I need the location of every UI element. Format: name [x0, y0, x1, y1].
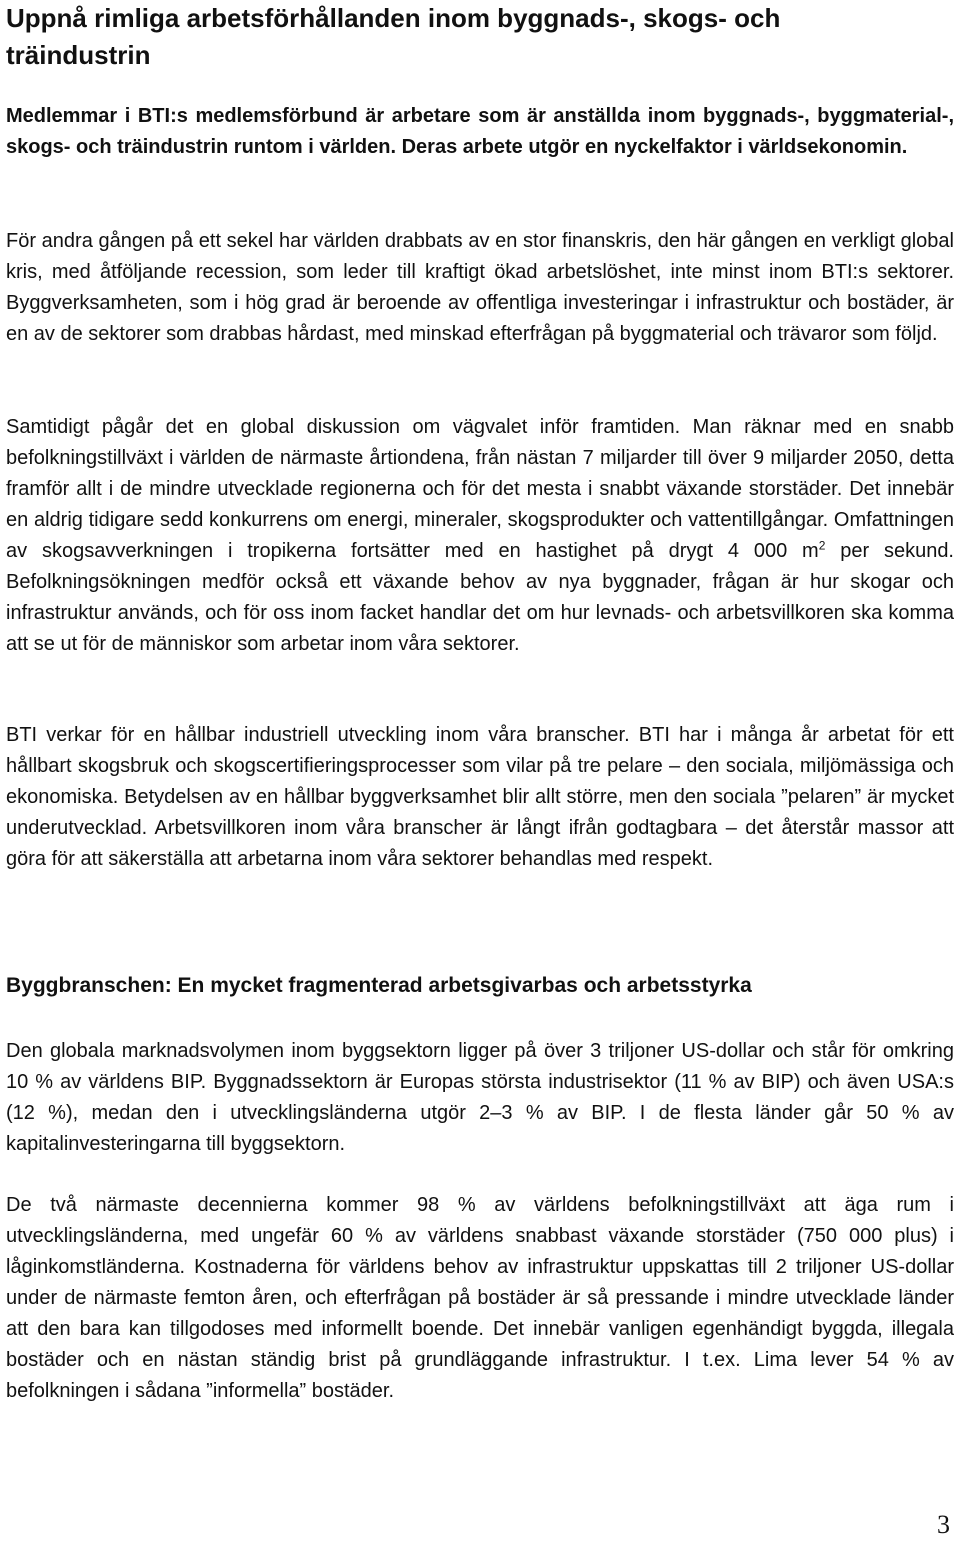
page-number: 3	[937, 1510, 950, 1539]
superscript: 2	[818, 538, 826, 553]
paragraph-global-discussion	[6, 412, 954, 660]
paragraph-population-growth: De två närmaste decennierna kommer 98 % av världens befolkningstillväxt att äga rum i utvecklingsländerna, med ungefär 60 % av världens snabbast växande storstäder (750 000 plus) i låginkomstländerna. Kostnaderna för världens behov av infrastruktur uppskattas till 2 triljoner US-dollar under de närmaste femton åren, och efterfrågan på bostäder är så pressande i mindre utvecklade länder att den bara kan tillgodoses med informellt boende. Det innebär vanligen egenhändigt byggda, illegala bostäder och en nästan ständig brist på grundläggande infrastruktur. I t.ex. Lima lever 54 % av befolkningen i sådana ”informella” bostäder.	[6, 1194, 954, 1402]
document-title: Uppnå rimliga arbetsförhållanden inom byggnads-, skogs- och träindustrin	[6, 3, 781, 70]
paragraph-finance-crisis: För andra gången på ett sekel har världen drabbats av en stor finanskris, den här gången en verkligt global kris, med åtföljande recession, som leder till kraftigt ökad arbetslöshet, inte minst inom BTI:s sektorer. Byggverksamheten, som i hög grad är beroende av offentliga investeringar i infrastruktur och bostäder, är en av de sektorer som drabbas hårdast, med minskad efterfrågan på byggmaterial och trävaror som följd.	[6, 230, 954, 345]
paragraph-bti-sustainability: BTI verkar för en hållbar industriell utveckling inom våra branscher. BTI har i många år arbetat för ett hållbart skogsbruk och skogscertifieringsprocesser som vilar på tre pelare – den sociala, miljömässiga och ekonomiska. Betydelsen av en hållbar byggverksamhet blir allt större, men den sociala ”pelaren” är mycket underutvecklad. Arbetsvillkoren inom våra branscher är långt ifrån godtagbara – det återstår massor att göra för att säkerställa att arbetarna inom våra sektorer behandlas med respekt.	[6, 724, 954, 870]
paragraph-market-volume: Den globala marknadsvolymen inom byggsektorn ligger på över 3 triljoner US-dollar och står för omkring 10 % av världens BIP. Byggnadssektorn är Europas största industrisektor (11 % av BIP) och även USA:s (12 %), medan den i utvecklingsländerna utgör 2–3 % av BIP. I de flesta länder går 50 % av kapitalinvesteringarna till byggsektorn.	[6, 1040, 954, 1155]
intro-paragraph: Medlemmar i BTI:s medlemsförbund är arbetare som är anställda inom byggnads-, byggmaterial-, skogs- och träindustrin runtom i världen. Deras arbete utgör en nyckelfaktor i världsekonomin.	[6, 105, 954, 158]
paragraph-text: per sekund. Befolkningsökningen medför också ett växande behov av nya byggnader, frågan är hur skogar och infrastruktur används, och för oss inom facket handlar det om hur levnads- och arbetsvillkoren ska komma att se ut för de människor som arbetar inom våra sektorer.	[6, 540, 954, 655]
paragraph-text: Samtidigt pågår det en global diskussion om vägvalet inför framtiden. Man räknar med en snabb befolkningstillväxt i världen de närmaste årtiondena, från nästan 7 miljarder till över 9 miljarder 2050, detta framför allt i de mindre utvecklade regionerna och för det mesta i snabbt växande storstäder. Det innebär en aldrig tidigare sedd konkurrens om energi, mineraler, skogsprodukter och vattentillgångar. Omfattningen av skogsavverkningen i tropikerna fortsätter med en hastighet på drygt 4 000 m	[6, 416, 954, 562]
section-heading: Byggbranschen: En mycket fragmenterad arbetsgivarbas och arbetsstyrka	[6, 974, 752, 997]
